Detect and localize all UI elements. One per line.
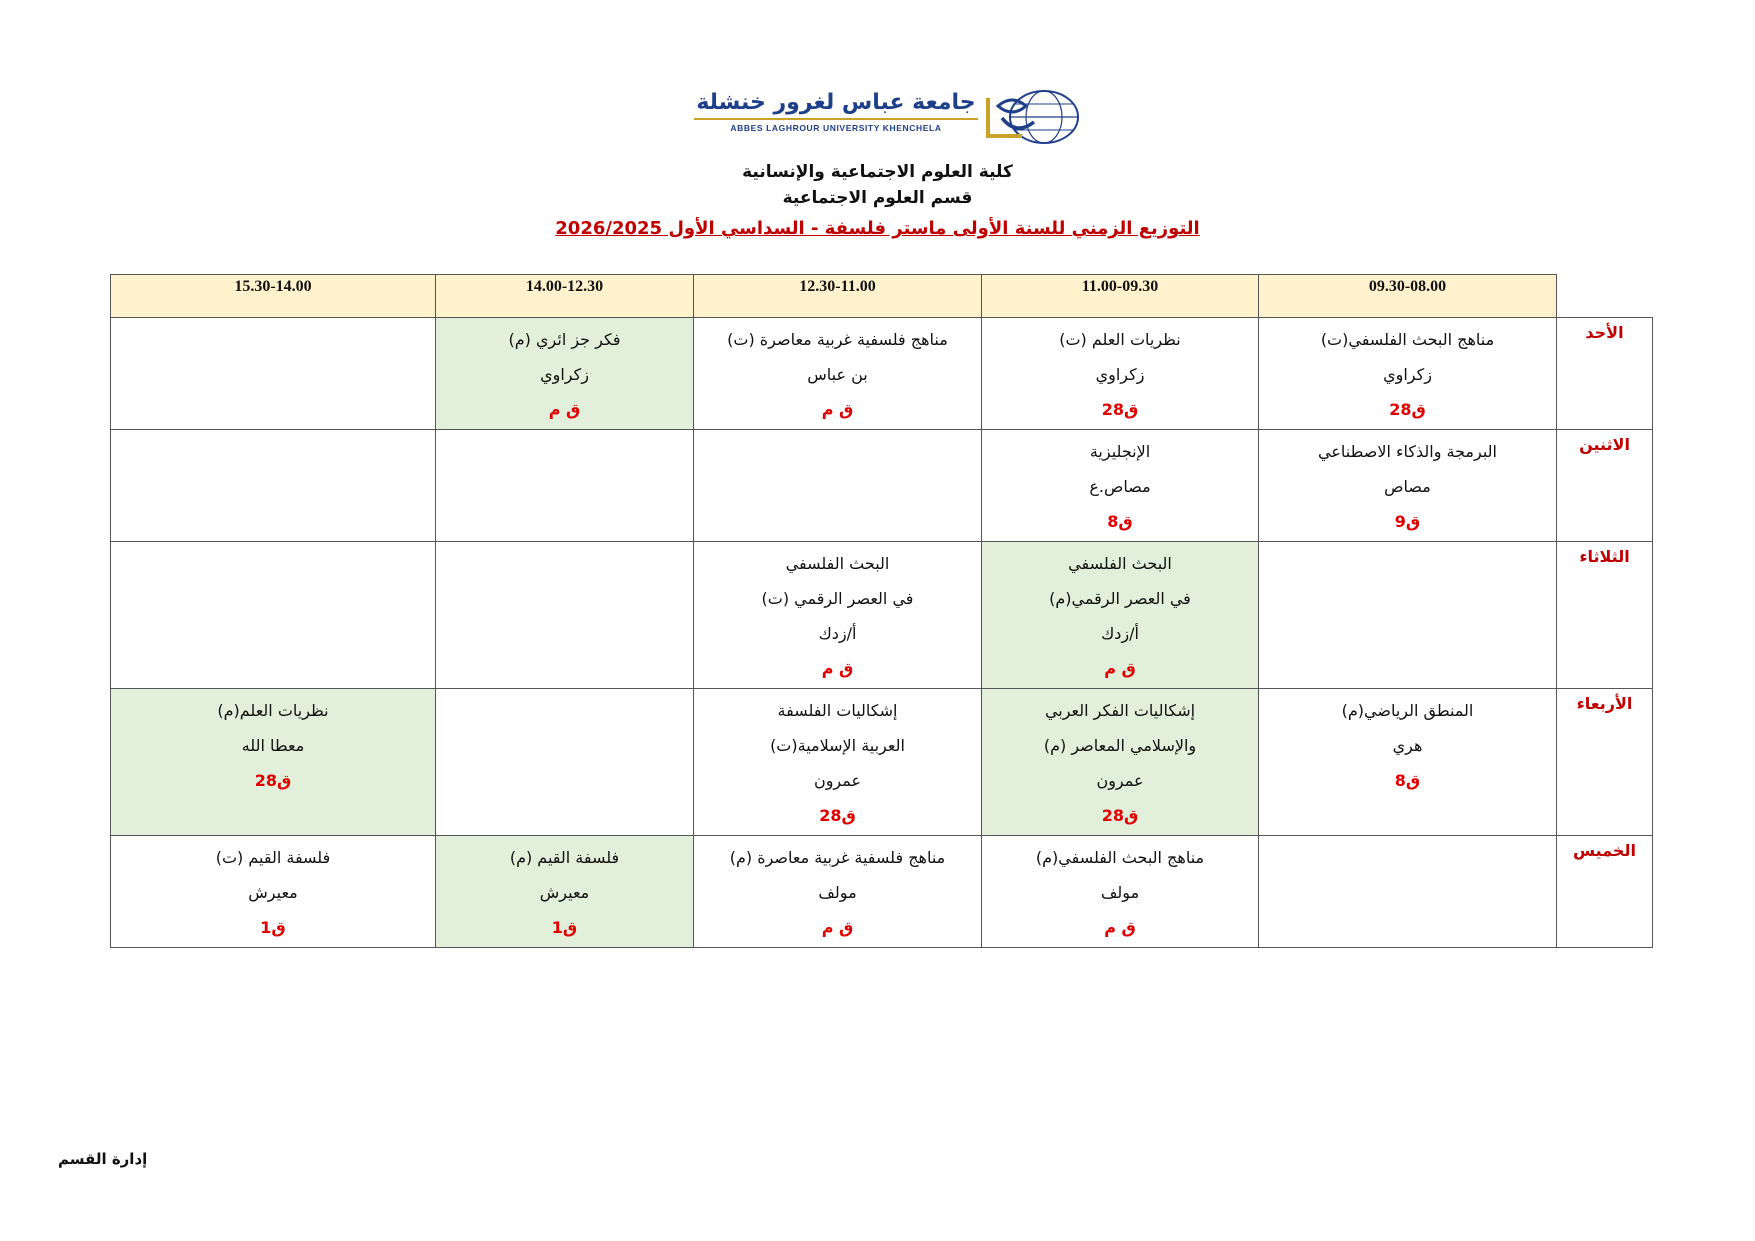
session-teacher: بن عباس xyxy=(807,365,868,384)
session-course: في العصر الرقمي(م) xyxy=(1049,589,1191,608)
session-teacher: مصاص.ع xyxy=(1089,477,1151,496)
session-teacher: معطا الله xyxy=(241,736,305,755)
session-teacher: هري xyxy=(1392,736,1423,755)
session-teacher: عمرون xyxy=(813,771,862,790)
day-label: الأحد xyxy=(1557,318,1653,430)
session-cell xyxy=(982,318,1259,430)
session-cell xyxy=(1259,836,1557,948)
session-course: المنطق الرياضي(م) xyxy=(1341,701,1474,720)
session-cell xyxy=(694,689,982,836)
session-cell xyxy=(111,542,436,689)
session-course: مناهج البحث الفلسفي(م) xyxy=(1035,848,1205,867)
time-slot-header-row xyxy=(111,275,1653,318)
session-teacher: عمرون xyxy=(1096,771,1144,790)
session-cell xyxy=(694,318,982,430)
department-name: قسم العلوم الاجتماعية xyxy=(782,188,973,208)
session-course: فلسفة القيم (م) xyxy=(509,848,620,867)
session-room: ق8 xyxy=(1107,512,1133,531)
day-label: الخميس xyxy=(1557,836,1653,948)
time-slot-header: 15.30-14.00 xyxy=(111,275,436,318)
session-cell xyxy=(111,318,436,430)
session-teacher: مولف xyxy=(818,883,857,902)
session-course: فكر جز ائري (م) xyxy=(508,330,621,349)
session-course: نظريات العلم (ت) xyxy=(1059,330,1181,349)
day-row xyxy=(111,836,1653,948)
session-teacher: معيرش xyxy=(248,883,298,902)
session-cell xyxy=(982,836,1259,948)
day-row xyxy=(111,430,1653,542)
session-course: فلسفة القيم (ت) xyxy=(215,848,331,867)
logo-english-name: ABBES LAGHROUR UNIVERSITY KHENCHELA xyxy=(730,123,942,133)
session-room: ق28 xyxy=(254,771,292,790)
session-room: ق28 xyxy=(1101,806,1139,825)
session-teacher: زكراوي xyxy=(540,365,589,384)
session-cell xyxy=(436,318,694,430)
schedule-title: التوزيع الزمني للسنة الأولى ماستر فلسفة - السداسي الأول 2026/2025 xyxy=(555,218,1200,239)
session-course: مناهج البحث الفلسفي(ت) xyxy=(1320,330,1495,349)
session-room: ق م xyxy=(548,400,581,419)
session-course: البحث الفلسفي xyxy=(1068,554,1172,573)
session-room: ق28 xyxy=(819,806,856,825)
session-cell xyxy=(694,542,982,689)
session-course: مناهج فلسفية غربية معاصرة (ت) xyxy=(727,330,948,349)
session-room: ق م xyxy=(1104,659,1136,678)
session-cell xyxy=(982,689,1259,836)
university-emblem-icon xyxy=(982,88,1082,146)
session-cell xyxy=(694,430,982,542)
logo-divider xyxy=(694,118,978,120)
session-teacher: أ/زدك xyxy=(1101,624,1139,643)
session-room: ق م xyxy=(821,400,854,419)
session-course: في العصر الرقمي (ت) xyxy=(761,589,914,608)
session-cell xyxy=(111,836,436,948)
session-room: ق8 xyxy=(1394,771,1421,790)
session-teacher: زكراوي xyxy=(1383,365,1432,384)
session-room: ق م xyxy=(1104,918,1136,937)
footer-note: إدارة القسم xyxy=(58,1150,148,1168)
day-row xyxy=(111,689,1653,836)
session-room: ق28 xyxy=(1101,400,1139,419)
session-room: ق1 xyxy=(551,918,578,937)
logo-arabic-name: جامعة عباس لغرور خنشلة xyxy=(696,90,976,115)
day-label: الاثنين xyxy=(1557,430,1653,542)
session-teacher: زكراوي xyxy=(1095,365,1145,384)
day-row xyxy=(111,318,1653,430)
session-course: إشكاليات الفكر العربي xyxy=(1044,701,1196,720)
session-cell xyxy=(1259,430,1557,542)
session-cell xyxy=(111,689,436,836)
session-room: ق م xyxy=(821,659,854,678)
session-cell xyxy=(436,689,694,836)
session-cell xyxy=(982,542,1259,689)
session-teacher: مصاص xyxy=(1384,477,1431,496)
session-cell xyxy=(436,542,694,689)
session-room: ق م xyxy=(821,918,854,937)
time-slot-header: 11.00-09.30 xyxy=(982,275,1259,318)
session-cell xyxy=(1259,318,1557,430)
session-course: نظريات العلم(م) xyxy=(217,701,329,720)
session-course: الإنجليزية xyxy=(1089,442,1151,461)
timetable xyxy=(110,274,1653,948)
session-course: والإسلامي المعاصر (م) xyxy=(1043,736,1197,755)
session-room: ق1 xyxy=(260,918,286,937)
session-room: ق9 xyxy=(1394,512,1421,531)
session-cell xyxy=(1259,689,1557,836)
session-course: البحث الفلسفي xyxy=(785,554,890,573)
corner-blank-cell xyxy=(1557,275,1653,318)
day-label: الثلاثاء xyxy=(1557,542,1653,689)
session-room: ق28 xyxy=(1389,400,1426,419)
session-teacher: أ/زدك xyxy=(818,624,857,643)
day-label: الأربعاء xyxy=(1557,689,1653,836)
session-teacher: مولف xyxy=(1100,883,1140,902)
session-cell xyxy=(436,836,694,948)
faculty-name: كلية العلوم الاجتماعية والإنسانية xyxy=(742,162,1013,182)
time-slot-header: 09.30-08.00 xyxy=(1259,275,1557,318)
time-slot-header: 12.30-11.00 xyxy=(694,275,982,318)
session-course: العربية الإسلامية(ت) xyxy=(770,736,905,755)
session-course: مناهج فلسفية غربية معاصرة (م) xyxy=(729,848,946,867)
session-cell xyxy=(111,430,436,542)
university-logo xyxy=(690,88,1090,146)
time-slot-header: 14.00-12.30 xyxy=(436,275,694,318)
session-course: إشكاليات الفلسفة xyxy=(777,701,898,720)
session-course: البرمجة والذكاء الاصطناعي xyxy=(1318,442,1497,461)
session-teacher: معيرش xyxy=(539,883,590,902)
session-cell xyxy=(694,836,982,948)
session-cell xyxy=(436,430,694,542)
session-cell xyxy=(982,430,1259,542)
day-row xyxy=(111,542,1653,689)
session-cell xyxy=(1259,542,1557,689)
